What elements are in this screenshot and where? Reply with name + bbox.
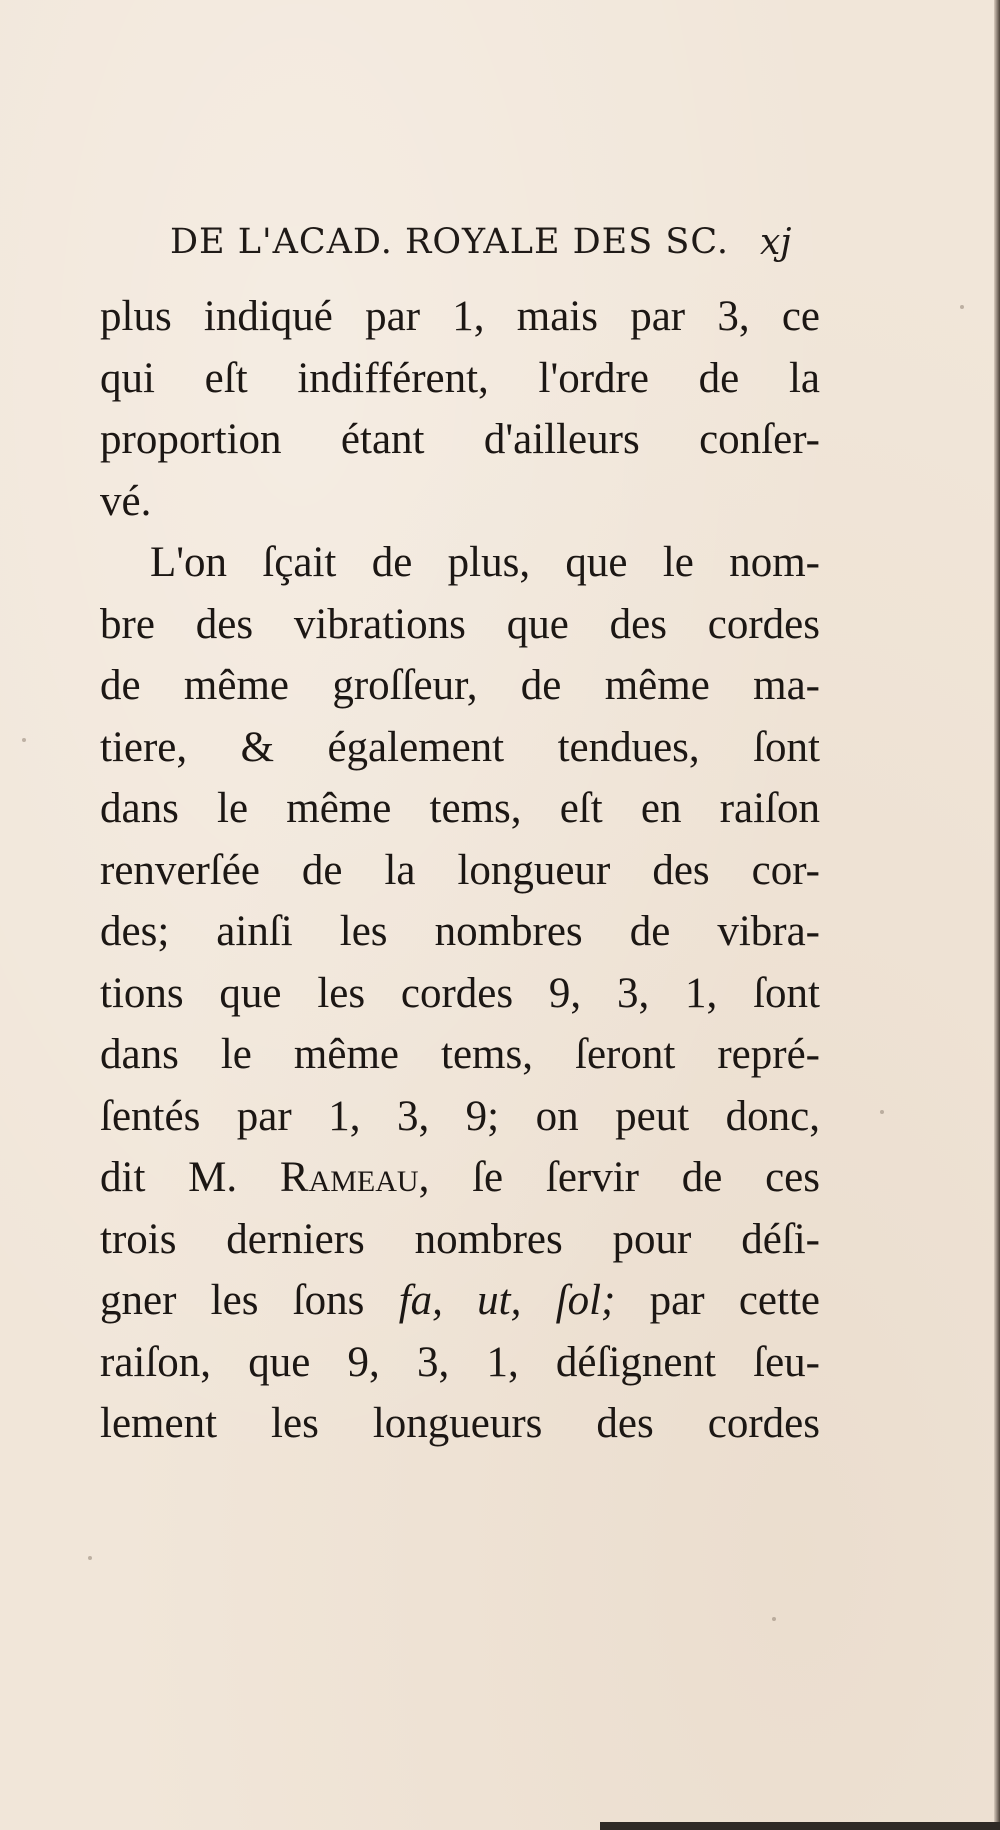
page-edge bbox=[994, 0, 1000, 1830]
line-fragment: par cette bbox=[615, 1277, 820, 1324]
text-line: ſentés par 1, 3, 9; on peut donc, bbox=[100, 1092, 820, 1140]
note-names: fa, ut, ſol; bbox=[398, 1277, 616, 1324]
line-fragment: , ſe ſervir de ces bbox=[418, 1154, 820, 1201]
author-name-rameau: Rameau bbox=[279, 1154, 419, 1201]
paper-speck bbox=[960, 305, 964, 309]
text-line-with-name bbox=[100, 1147, 820, 1209]
text-line: dans le même tems, eſt en raiſon bbox=[100, 785, 820, 832]
text-line: proportion étant d'ailleurs conſer- bbox=[100, 416, 820, 463]
line-fragment: dit M. bbox=[100, 1154, 280, 1201]
paper-speck bbox=[880, 1110, 884, 1114]
paper-speck bbox=[88, 1556, 92, 1560]
text-line: vé. bbox=[100, 477, 152, 525]
paper-speck bbox=[22, 738, 26, 742]
paragraph-start-line: L'on ſçait de plus, que le nom- bbox=[150, 539, 820, 586]
text-line-with-notes bbox=[100, 1270, 820, 1332]
text-line: trois derniers nombres pour déſi- bbox=[100, 1215, 820, 1263]
text-line: renverſée de la longueur des cor- bbox=[100, 846, 820, 894]
line-fragment: gner les ſons bbox=[100, 1277, 399, 1324]
text-line: lement les longueurs des cordes bbox=[100, 1400, 820, 1447]
folio-page-number: xj bbox=[760, 222, 792, 263]
text-line: tions que les cordes 9, 3, 1, ſont bbox=[100, 969, 820, 1017]
text-line: tiere, & également tendues, ſont bbox=[100, 723, 820, 771]
page-bottom-edge bbox=[600, 1822, 1000, 1830]
text-line: raiſon, que 9, 3, 1, déſignent ſeu- bbox=[100, 1338, 820, 1386]
body-text bbox=[100, 286, 820, 1455]
page-header bbox=[0, 222, 1000, 282]
running-head: DE L'ACAD. ROYALE DES SC. bbox=[170, 222, 729, 262]
text-line: dans le même tems, ſeront repré- bbox=[100, 1031, 820, 1078]
text-line: plus indiqué par 1, mais par 3, ce bbox=[100, 293, 820, 340]
paper-speck bbox=[772, 1617, 776, 1621]
text-line: de même groſſeur, de même ma- bbox=[100, 662, 820, 709]
text-line: des; ainſi les nombres de vibra- bbox=[100, 908, 820, 955]
text-line: qui eſt indifférent, l'ordre de la bbox=[100, 354, 820, 402]
text-line: bre des vibrations que des cordes bbox=[100, 600, 820, 648]
